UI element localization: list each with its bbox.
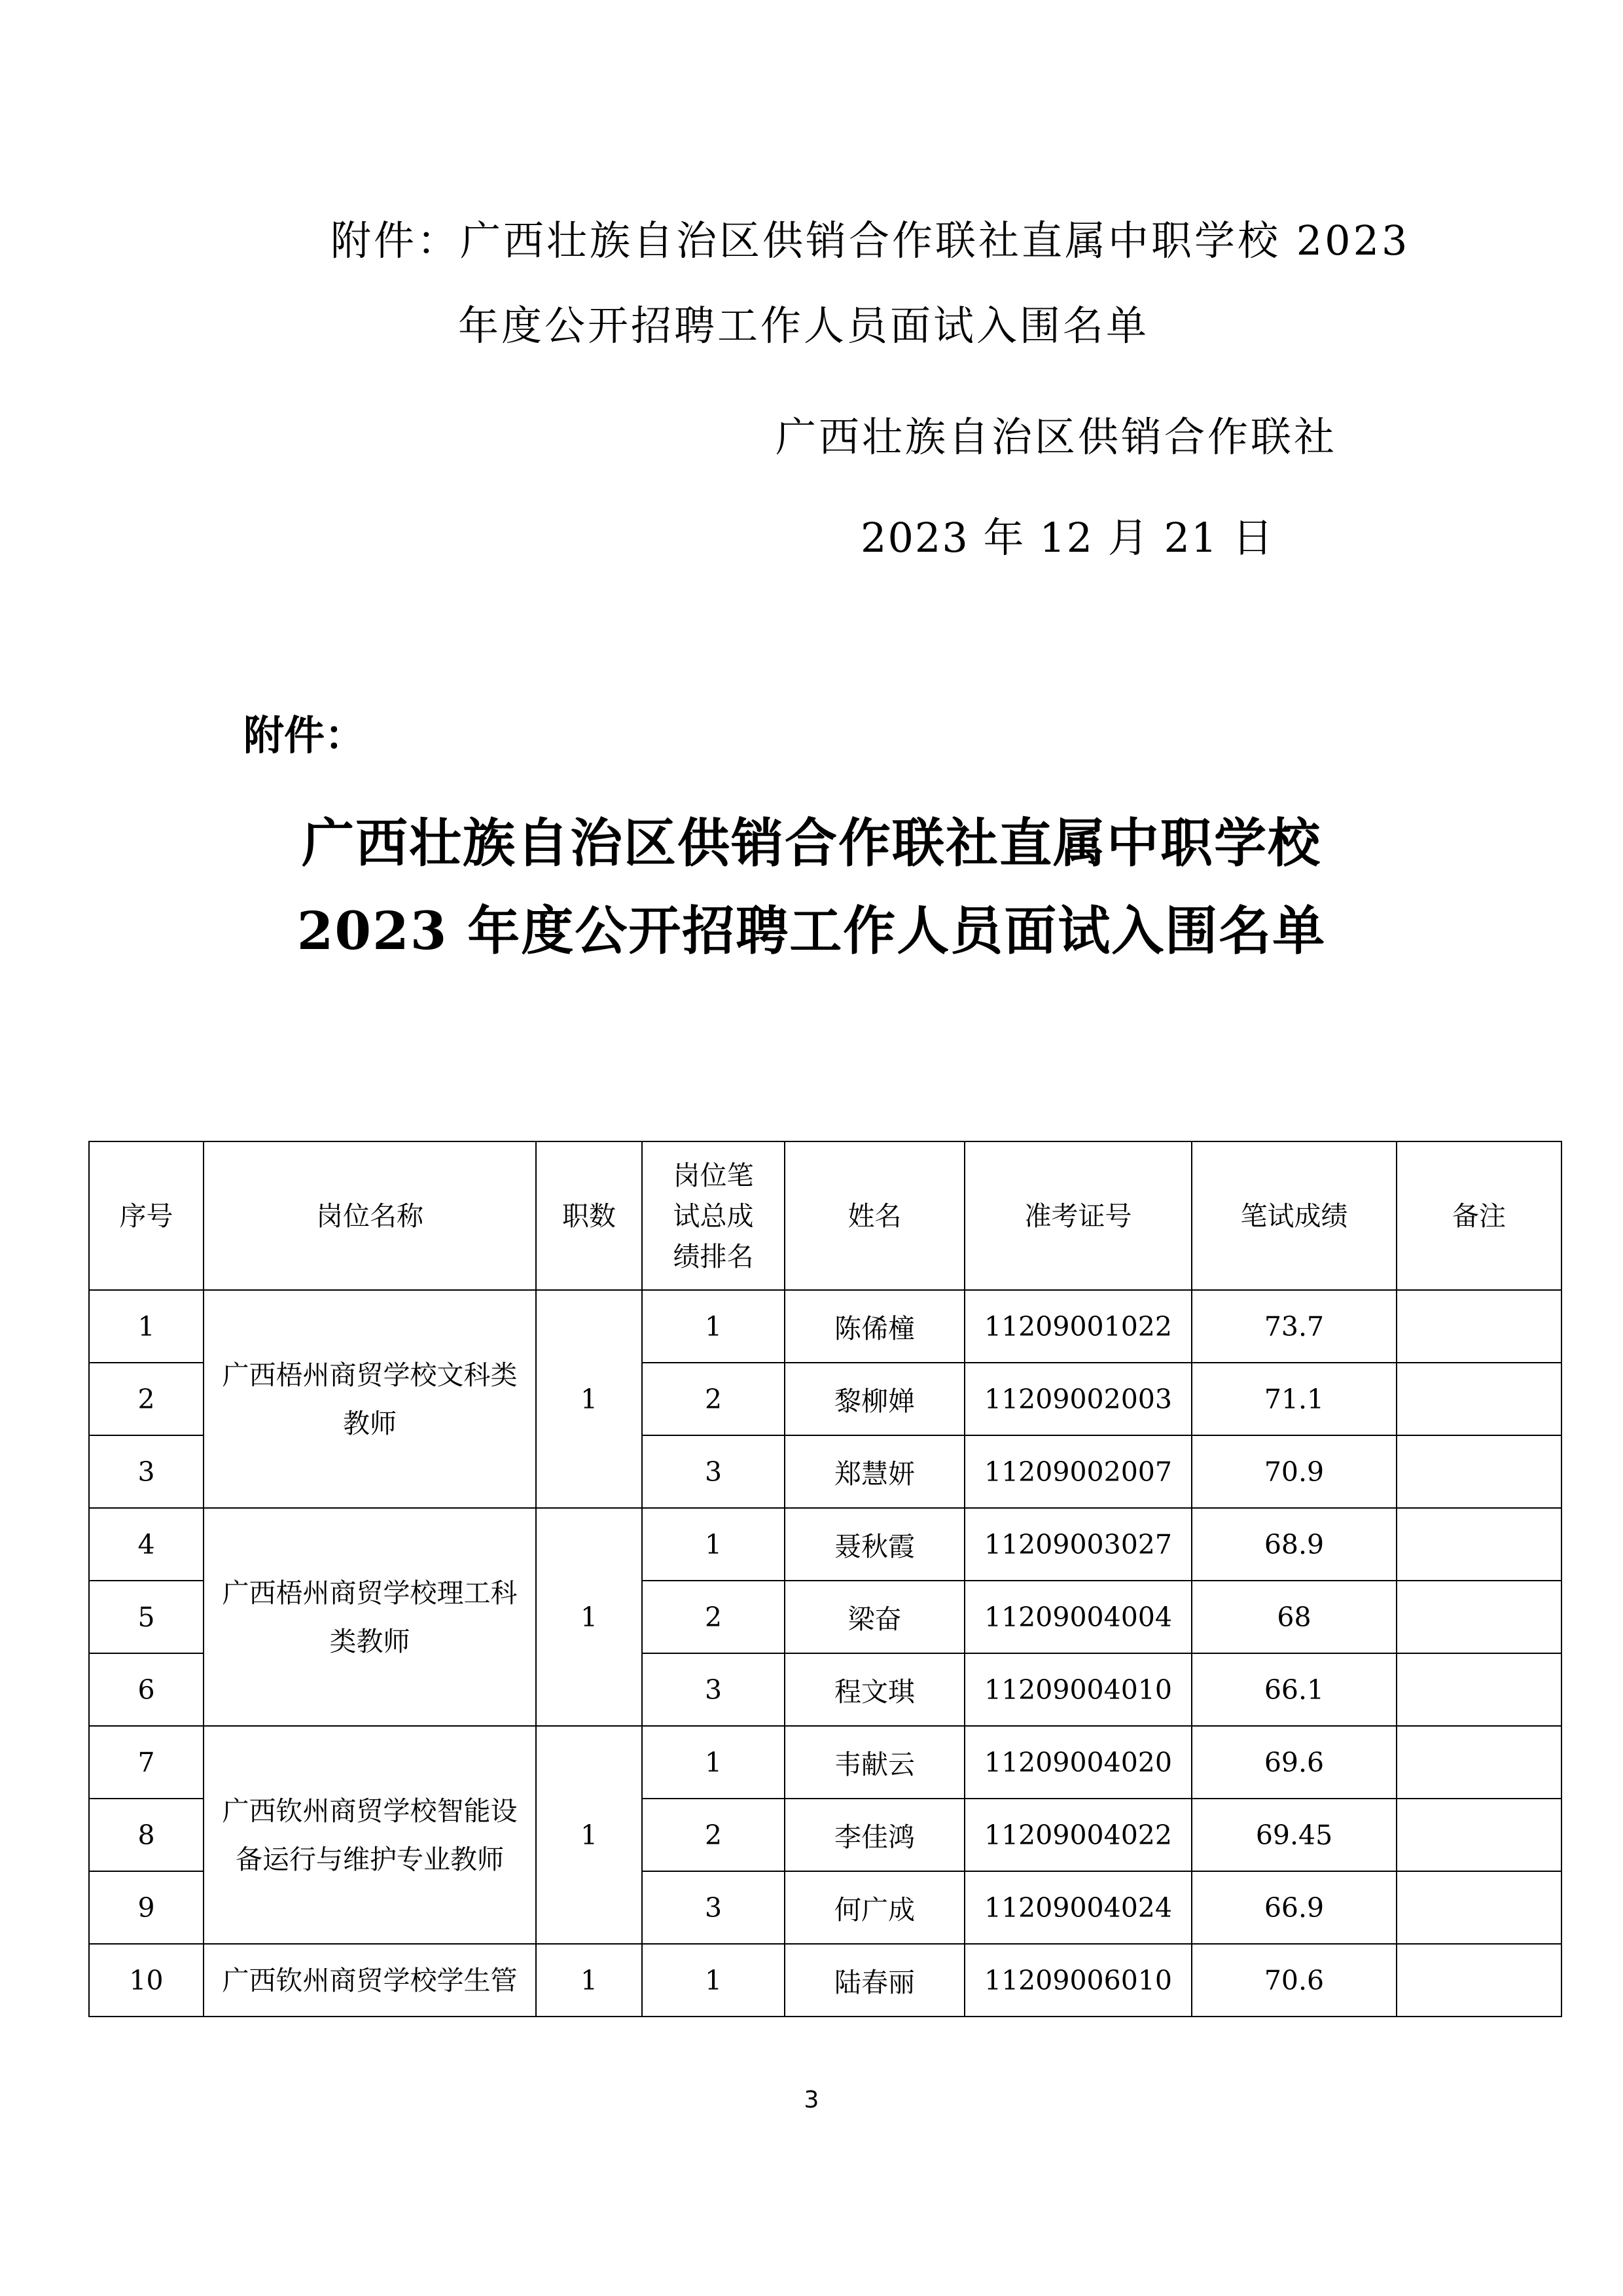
cell-quota: 1 [536,1944,642,2017]
cell-score: 69.45 [1192,1799,1397,1871]
header-date: 2023 年 12 月 21 日 [861,514,1275,562]
cell-no: 2 [89,1363,204,1435]
header-line-1: 附件：广西壮族自治区供销合作联社直属中职学校 2023 [330,217,1410,264]
cell-position [204,1944,536,2017]
position-line: 广西钦州商贸学校学生管 [222,1964,518,1996]
cell-remark [1397,1290,1561,1363]
cell-ticket: 11209003027 [965,1508,1192,1581]
cell-position [204,1508,536,1726]
cell-ticket: 11209004022 [965,1799,1192,1871]
cell-name: 梁奋 [785,1581,965,1653]
cell-score: 70.9 [1192,1435,1397,1508]
column-header-rank-line: 试总成 [673,1200,754,1232]
position-line: 教师 [343,1407,397,1439]
cell-rank: 2 [642,1799,785,1871]
cell-no: 4 [89,1508,204,1581]
cell-quota: 1 [536,1508,642,1726]
column-header-score: 笔试成绩 [1192,1141,1397,1290]
table-row [89,1290,1561,1363]
page-number: 3 [804,2087,819,2113]
cell-position [204,1726,536,1944]
cell-rank: 1 [642,1508,785,1581]
cell-no: 5 [89,1581,204,1653]
column-header-quota: 职数 [536,1141,642,1290]
cell-rank: 3 [642,1871,785,1944]
cell-name: 聂秋霞 [785,1508,965,1581]
cell-name: 程文琪 [785,1653,965,1726]
cell-name: 陆春丽 [785,1944,965,2017]
cell-position [204,1290,536,1508]
interview-shortlist-table [88,1141,1562,2017]
cell-score: 66.9 [1192,1871,1397,1944]
column-header-rank [642,1141,785,1290]
cell-score: 73.7 [1192,1290,1397,1363]
table-row [89,1508,1561,1581]
cell-rank: 3 [642,1435,785,1508]
cell-name: 李佳鸿 [785,1799,965,1871]
cell-no: 3 [89,1435,204,1508]
cell-ticket: 11209006010 [965,1944,1192,2017]
cell-rank: 2 [642,1363,785,1435]
column-header-name: 姓名 [785,1141,965,1290]
column-header-no: 序号 [89,1141,204,1290]
table-header-row [89,1141,1561,1290]
attachment-label: 附件： [243,711,366,759]
cell-rank: 2 [642,1581,785,1653]
table-row [89,1944,1561,2017]
column-header-rank-line: 绩排名 [673,1240,754,1272]
column-header-rank-line: 岗位笔 [673,1159,754,1191]
document-title-line-2: 2023 年度公开招聘工作人员面试入围名单 [296,900,1327,961]
cell-remark [1397,1871,1561,1944]
cell-no: 6 [89,1653,204,1726]
cell-ticket: 11209002003 [965,1363,1192,1435]
cell-remark [1397,1363,1561,1435]
cell-remark [1397,1581,1561,1653]
cell-score: 71.1 [1192,1363,1397,1435]
cell-rank: 1 [642,1726,785,1799]
cell-rank: 3 [642,1653,785,1726]
cell-score: 68.9 [1192,1508,1397,1581]
table-row [89,1726,1561,1799]
column-header-ticket: 准考证号 [965,1141,1192,1290]
cell-remark [1397,1653,1561,1726]
cell-remark [1397,1726,1561,1799]
cell-score: 68 [1192,1581,1397,1653]
cell-remark [1397,1508,1561,1581]
position-line: 广西梧州商贸学校理工科 [222,1577,518,1609]
cell-name: 郑慧妍 [785,1435,965,1508]
cell-no: 9 [89,1871,204,1944]
header-line-2: 年度公开招聘工作人员面试入围名单 [458,302,1150,350]
column-header-position: 岗位名称 [204,1141,536,1290]
cell-no: 1 [89,1290,204,1363]
cell-no: 8 [89,1799,204,1871]
cell-ticket: 11209001022 [965,1290,1192,1363]
position-line: 备运行与维护专业教师 [236,1843,504,1875]
cell-remark [1397,1799,1561,1871]
position-line: 类教师 [329,1625,410,1657]
cell-ticket: 11209004004 [965,1581,1192,1653]
position-line: 广西梧州商贸学校文科类 [222,1359,518,1391]
cell-score: 69.6 [1192,1726,1397,1799]
cell-ticket: 11209004010 [965,1653,1192,1726]
cell-remark [1397,1944,1561,2017]
cell-remark [1397,1435,1561,1508]
cell-score: 70.6 [1192,1944,1397,2017]
cell-no: 7 [89,1726,204,1799]
cell-name: 陈俙橦 [785,1290,965,1363]
cell-ticket: 11209002007 [965,1435,1192,1508]
cell-name: 韦献云 [785,1726,965,1799]
cell-rank: 1 [642,1290,785,1363]
cell-quota: 1 [536,1290,642,1508]
cell-name: 黎柳婵 [785,1363,965,1435]
cell-score: 66.1 [1192,1653,1397,1726]
cell-name: 何广成 [785,1871,965,1944]
cell-ticket: 11209004020 [965,1726,1192,1799]
cell-ticket: 11209004024 [965,1871,1192,1944]
column-header-remark: 备注 [1397,1141,1561,1290]
header-organization: 广西壮族自治区供销合作联社 [776,413,1338,461]
document-title-line-1: 广西壮族自治区供销合作联社直属中职学校 [302,812,1321,874]
cell-quota: 1 [536,1726,642,1944]
position-line: 广西钦州商贸学校智能设 [222,1795,518,1827]
cell-rank: 1 [642,1944,785,2017]
cell-no: 10 [89,1944,204,2017]
